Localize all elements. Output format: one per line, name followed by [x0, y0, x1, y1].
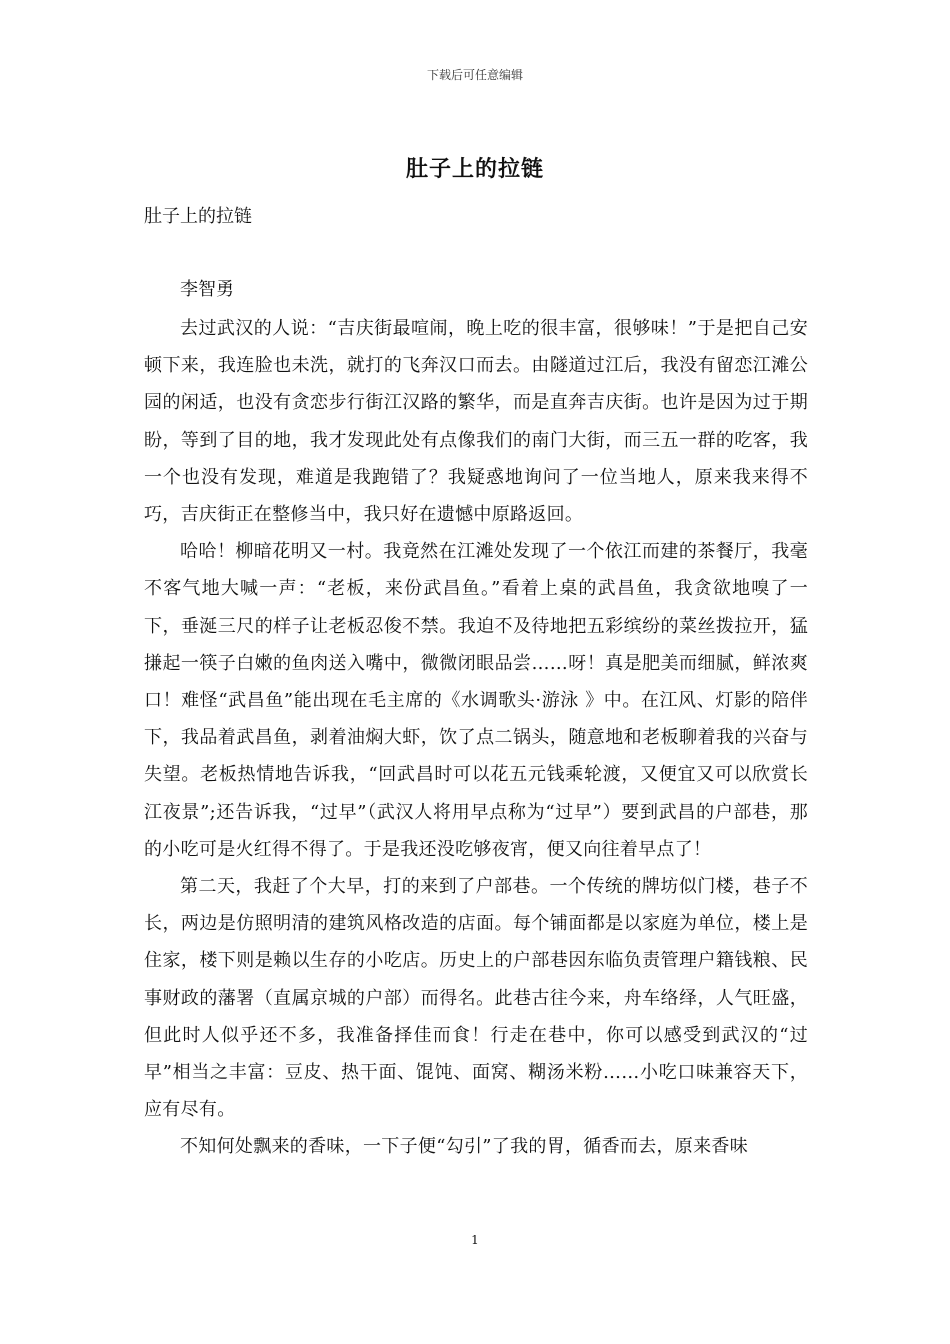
document-subtitle: 肚子上的拉链 [144, 206, 252, 227]
paragraph: 哈哈！柳暗花明又一村。我竟然在江滩处发现了一个依江而建的茶餐厅，我毫不客气地大喊一声：“老板，来份武昌鱼。”看着上桌的武昌鱼，我贪欲地嗅了一下，垂涎三尺的样子让老板忍俊不禁。我迫不及待地把五彩缤纷的菜丝拨拉开，猛搛起一筷子白嫩的鱼肉送入嘴中，微微闭眼品尝……呀！真是肥美而细腻，鲜浓爽口！难怪“武昌鱼”能出现在毛主席的《水调歌头·游泳 》中。在江风、灯影的陪伴下，我品着武昌鱼，剥着油焖大虾，饮了点二锅头，随意地和老板聊着我的兴奋与失望。老板热情地告诉我，“回武昌时可以花五元钱乘轮渡，又便宜又可以欣赏长江夜景”;还告诉我，“过早”（武汉人将用早点称为“过早”）要到武昌的户部巷，那的小吃可是火红得不得了。于是我还没吃够夜宵，便又向往着早点了！ [144, 541, 808, 860]
paragraph: 不知何处飘来的香味，一下子便“勾引”了我的胃，循香而去，原来香味 [180, 1136, 749, 1158]
article-body [144, 310, 808, 1166]
document-title: 肚子上的拉链 [405, 156, 544, 182]
header-note: 下载后可任意编辑 [426, 68, 523, 82]
paragraph: 去过武汉的人说：“吉庆街最喧闹，晚上吃的很丰富，很够味！”于是把自己安顿下来，我连脸也未洗，就打的飞奔汉口而去。由隧道过江后，我没有留恋江滩公园的闲适，也没有贪恋步行街江汉路的繁华，而是直奔吉庆街。也许是因为过于期盼，等到了目的地，我才发现此处有点像我们的南门大街，而三五一群的吃客，我一个也没有发现，难道是我跑错了？我疑惑地询问了一位当地人，原来我来得不巧，吉庆街正在整修当中，我只好在遗憾中原路返回。 [144, 318, 808, 526]
author-name: 李智勇 [180, 279, 234, 300]
page-number: 1 [471, 1233, 479, 1247]
paragraph: 第二天，我赶了个大早，打的来到了户部巷。一个传统的牌坊似门楼，巷子不长，两边是仿照明清的建筑风格改造的店面。每个铺面都是以家庭为单位，楼上是住家，楼下则是赖以生存的小吃店。历史上的户部巷因东临负责管理户籍钱粮、民事财政的藩署（直属京城的户部）而得名。此巷古往今来，舟车络绎，人气旺盛，但此时人似乎还不多，我准备择佳而食！行走在巷中，你可以感受到武汉的“过早”相当之丰富：豆皮、热干面、馄饨、面窝、糊汤米粉……小吃口味兼容天下，应有尽有。 [144, 876, 808, 1121]
